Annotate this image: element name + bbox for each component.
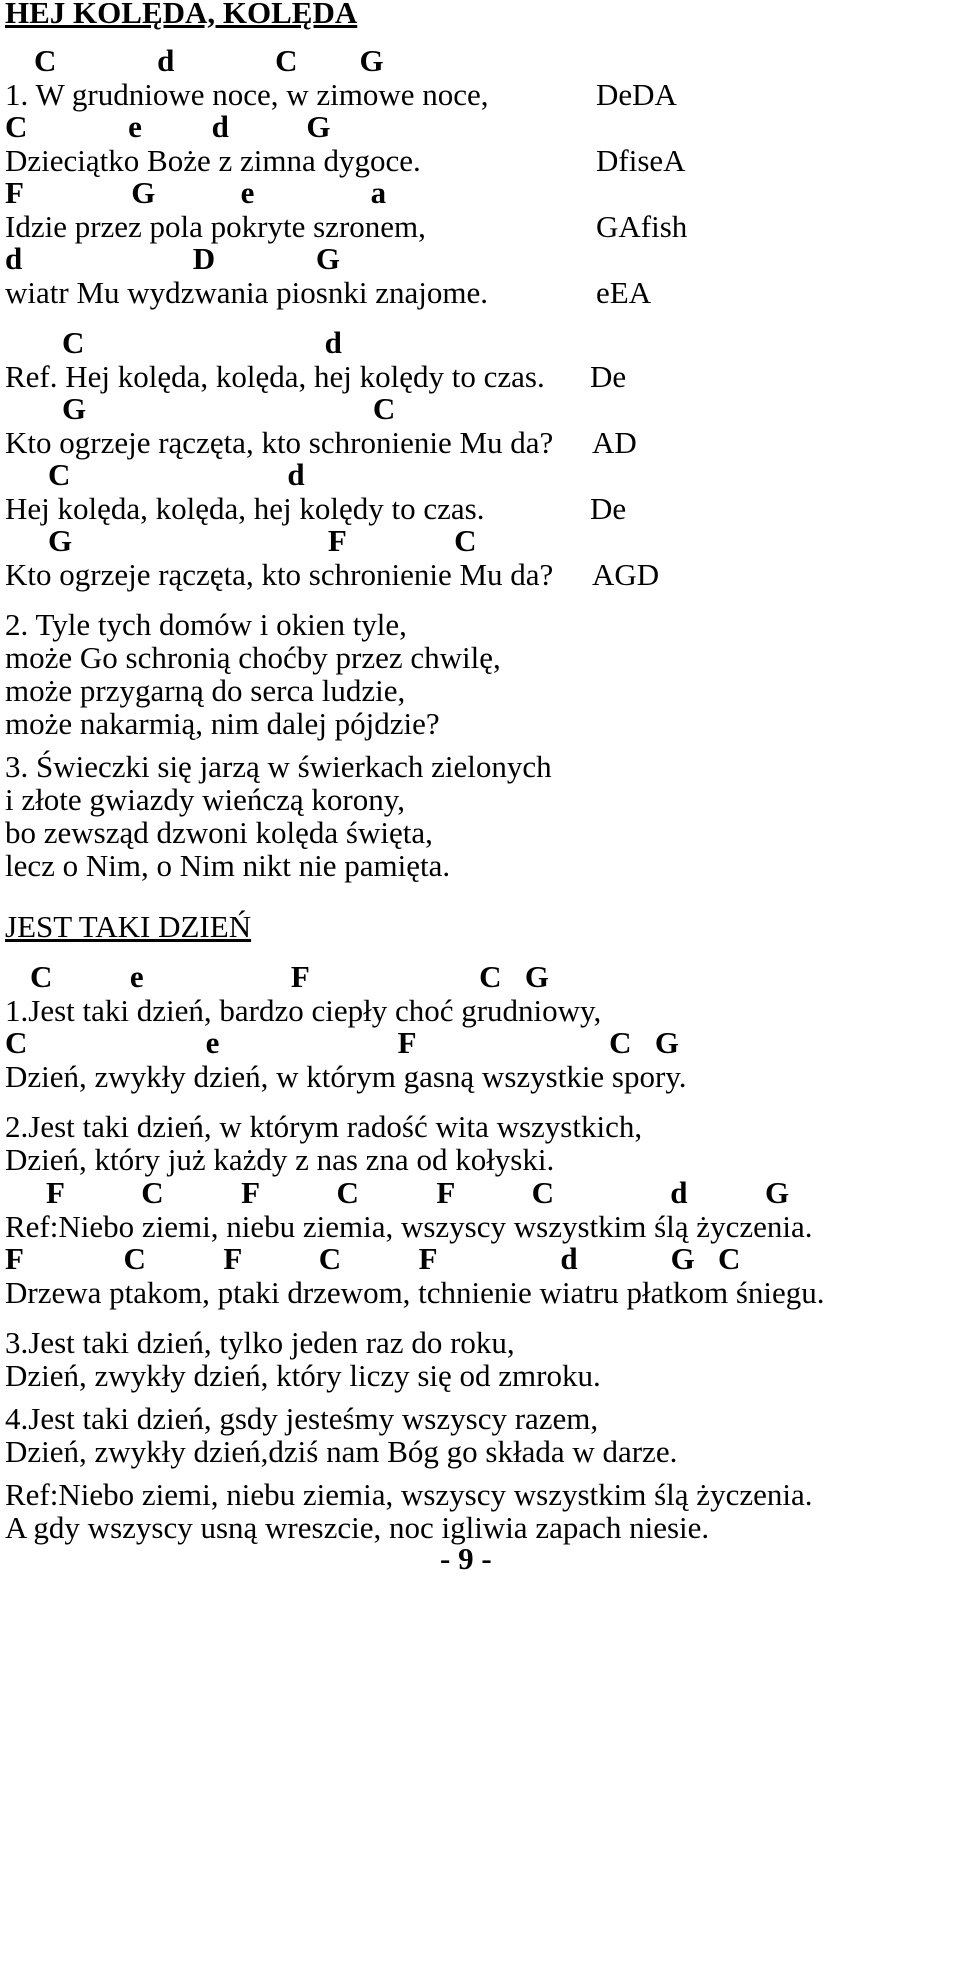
chord-line: C d [62, 325, 342, 360]
chord-annotation: De [590, 359, 627, 394]
lyric-line: 3.Jest taki dzień, tylko jeden raz do roku, [5, 1325, 515, 1360]
lyric-line: Ref:Niebo ziemi, niebu ziemia, wszyscy wszystkim ślą życzenia. [5, 1209, 813, 1244]
lyric-line: Ref. Hej kolęda, kolęda, hej kolędy to czas. [5, 359, 545, 394]
lyric-line: 4.Jest taki dzień, gsdy jesteśmy wszyscy razem, [5, 1401, 599, 1436]
chord-annotation: DeDA [596, 77, 677, 112]
chord-annotation: DfiseA [596, 143, 686, 178]
lyric-line: Hej kolęda, kolęda, hej kolędy to czas. [5, 491, 485, 526]
lyric-line: może nakarmią, nim dalej pójdzie? [5, 706, 440, 741]
lyric-line: Dzień, który już każdy z nas zna od kołyski. [5, 1142, 555, 1177]
lyric-line: Ref:Niebo ziemi, niebu ziemia, wszyscy wszystkim ślą życzenia. [5, 1477, 813, 1512]
lyric-line: Kto ogrzeje rączęta, kto schronienie Mu da? [5, 557, 554, 592]
lyric-line: może przygarną do serca ludzie, [5, 673, 406, 708]
chord-line: d D G [5, 241, 340, 276]
chord-line: F C F C F C d G [46, 1175, 790, 1210]
chord-annotation: GAfish [596, 209, 688, 244]
chord-line: C d [48, 457, 305, 492]
lyric-line: może Go schronią choćby przez chwilę, [5, 640, 501, 675]
lyric-line: Kto ogrzeje rączęta, kto schronienie Mu da? [5, 425, 554, 460]
chord-annotation: eEA [596, 275, 652, 310]
page-number: - 9 - [440, 1541, 492, 1576]
lyric-line: bo zewsząd dzwoni kolęda święta, [5, 815, 433, 850]
lyric-line: A gdy wszyscy usną wreszcie, noc igliwia zapach niesie. [5, 1510, 710, 1545]
chord-annotation: AD [592, 425, 637, 460]
lyric-line: 1. W grudniowe noce, w zimowe noce, [5, 77, 489, 112]
lyric-line: 2. Tyle tych domów i okien tyle, [5, 607, 407, 642]
chord-line: F G e a [5, 175, 387, 210]
chord-line: G F C [48, 523, 477, 558]
song1-title: HEJ KOLĘDA, KOLĘDA [5, 0, 358, 30]
chord-line: C e F C G [5, 1025, 679, 1060]
chord-annotation: AGD [592, 557, 660, 592]
chord-line: C e d G [5, 109, 331, 144]
lyric-line: Dzień, zwykły dzień,dziś nam Bóg go składa w darze. [5, 1434, 678, 1469]
lyric-line: Drzewa ptakom, ptaki drzewom, tchnienie wiatru płatkom śniegu. [5, 1275, 825, 1310]
song2-title: JEST TAKI DZIEŃ [5, 909, 252, 944]
lyric-line: i złote gwiazdy wieńczą korony, [5, 782, 405, 817]
lyric-line: Dzień, zwykły dzień, w którym gasną wszystkie spory. [5, 1059, 687, 1094]
chord-annotation: De [590, 491, 627, 526]
chord-line: F C F C F d G C [5, 1241, 741, 1276]
lyric-line: Dzień, zwykły dzień, który liczy się od zmroku. [5, 1358, 601, 1393]
chord-line: G C [62, 391, 396, 426]
lyric-line: wiatr Mu wydzwania piosnki znajome. [5, 275, 488, 310]
lyric-line: Dzieciątko Boże z zimna dygoce. [5, 143, 421, 178]
lyric-line: Idzie przez pola pokryte szronem, [5, 209, 426, 244]
lyric-line: 1.Jest taki dzień, bardzo ciepły choć grudniowy, [5, 993, 602, 1028]
chord-line: C e F C G [30, 959, 549, 994]
lyric-line: 2.Jest taki dzień, w którym radość wita wszystkich, [5, 1109, 643, 1144]
lyric-line: lecz o Nim, o Nim nikt nie pamięta. [5, 848, 451, 883]
lyric-line: 3. Świeczki się jarzą w świerkach zielonych [5, 749, 552, 784]
chord-line: C d C G [34, 43, 384, 78]
